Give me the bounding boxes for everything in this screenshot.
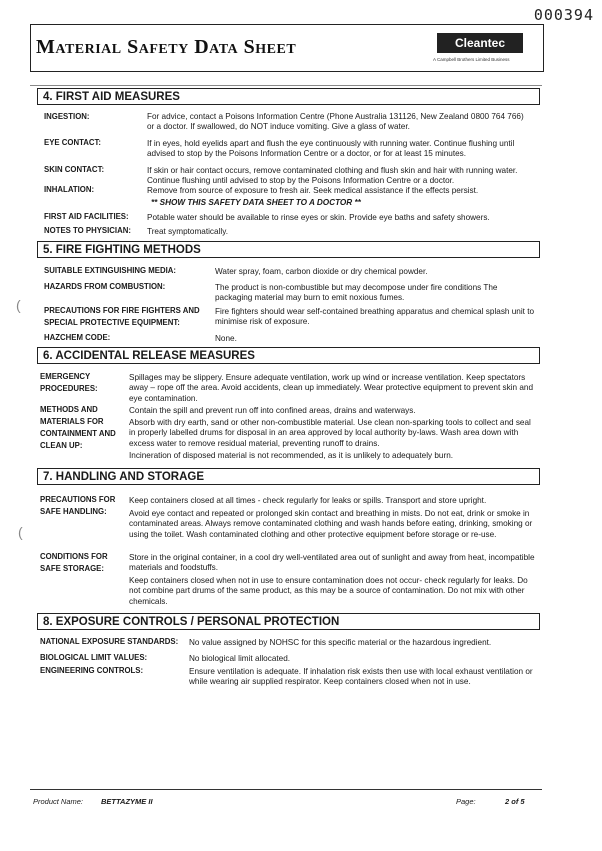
footer-page-value: 2 of 5 [505, 797, 525, 806]
label-first-aid-facilities: FIRST AID FACILITIES: [44, 212, 129, 221]
text-skin-contact: If skin or hair contact occurs, remove contaminated clothing and flush skin and hair with running water. Continue flushing until advised to stop by the Poisons Information Centre or a doctor. [147, 166, 518, 186]
label-hazards-combustion: HAZARDS FROM COMBUSTION: [44, 282, 166, 291]
text-hazchem-code: None. [215, 334, 237, 343]
margin-mark: ( [18, 524, 23, 540]
footer-product-label: Product Name: [33, 797, 84, 806]
footer-page-label: Page: [456, 797, 476, 806]
text-precautions-fire-fighters: Fire fighters should wear self-contained breathing apparatus and chemical splash unit to minimise risk of exposure. [215, 307, 535, 327]
label-engineering-controls: ENGINEERING CONTROLS: [40, 666, 144, 675]
text-inhalation: Remove from source of exposure to fresh air. Seek medical assistance if the effects persist. [147, 186, 479, 195]
text-engineering-controls: Ensure ventilation is adequate. If inhalation risk exists then use with local exhaust ventilation or while wearing air supplied respirator. Keep containers closed when not in use. [189, 667, 533, 687]
label-skin-contact: SKIN CONTACT: [44, 165, 105, 174]
text-safe-storage-2: Keep containers closed when not in use to ensure contamination does not occur- check regularly for leaks. Do not combine part drums of the same product, as this may be a source of contamination. Do not mix with other chemicals. [129, 576, 528, 606]
label-emergency-2: PROCEDURES: [40, 384, 98, 393]
section-heading-exposure-controls: 8. EXPOSURE CONTROLS / PERSONAL PROTECTION [37, 613, 540, 630]
margin-mark: ( [16, 297, 21, 313]
divider [30, 85, 542, 86]
text-extinguishing-media: Water spray, foam, carbon dioxide or dry chemical powder. [215, 267, 428, 276]
text-national-exposure: No value assigned by NOHSC for this specific material or the hazardous ingredient. [189, 638, 492, 647]
label-inhalation: INHALATION: [44, 185, 95, 194]
footer-product-value: BETTAZYME II [101, 797, 153, 806]
text-biological-limits: No biological limit allocated. [189, 654, 291, 663]
label-extinguishing-media: SUITABLE EXTINGUISHING MEDIA: [44, 266, 176, 275]
label-safe-handling: PRECAUTIONS FOR [40, 495, 116, 504]
text-safe-storage-1: Store in the original container, in a cool dry well-ventilated area out of sunlight and away from heat, incompatible materials and foodstuffs. [129, 553, 535, 573]
text-hazards-combustion: The product is non-combustible but may decompose under fire conditions The packaging material may burn to emit noxious fumes. [215, 283, 498, 303]
label-safe-storage: CONDITIONS FOR [40, 552, 108, 561]
text-methods-1: Contain the spill and prevent run off into confined areas, drains and waterways. [129, 406, 416, 415]
label-methods-3: CONTAINMENT AND [40, 429, 116, 438]
label-safe-handling-2: SAFE HANDLING: [40, 507, 107, 516]
text-methods-3: Incineration of disposed material is not recommended, as it is unlikely to adequately burn. [129, 451, 454, 460]
footer-divider [30, 789, 542, 790]
company-logo-subtitle: A Campbell Brothers Limited Business [433, 57, 510, 62]
label-eye-contact: EYE CONTACT: [44, 138, 102, 147]
text-safe-handling-2: Avoid eye contact and repeated or prolonged skin contact and breathing in mists. Do not eat, drink or smoke in contaminated areas. Always remove contaminated clothing and wash hands before eating, drinking, smoking or using the toilet. Wash contaminated clothing and other protective equipment before storage or re-use. [129, 509, 533, 539]
text-emergency: Spillages may be slippery. Ensure adequate ventilation, work up wind or increase ventilation. Keep spectators away – rope off the area. Avoid accidents, clean up immediately. Wear protective equipment to prevent skin and eye contamination. [129, 373, 533, 403]
label-methods: METHODS AND [40, 405, 98, 414]
document-number: 000394 [533, 6, 594, 24]
text-methods-2: Absorb with dry earth, sand or other non-combustible material. Use clean non-sparking tools to collect and seal in properly labelled drums for disposal in an area approved by local authority by-laws. Wash area down with excess water to remove residual material, preventing runoff to drains. [129, 418, 531, 448]
section-heading-accidental-release: 6. ACCIDENTAL RELEASE MEASURES [37, 347, 540, 364]
text-safe-handling-1: Keep containers closed at all times - check regularly for leaks or spills. Transport and store upright. [129, 496, 487, 505]
label-notes-to-physician: NOTES TO PHYSICIAN: [44, 226, 131, 235]
section-heading-handling-storage: 7. HANDLING AND STORAGE [37, 468, 540, 485]
text-notes-to-physician: Treat symptomatically. [147, 227, 228, 236]
section-heading-first-aid: 4. FIRST AID MEASURES [37, 88, 540, 105]
company-logo: Cleantec [437, 33, 523, 53]
page-title: Material Safety Data Sheet [36, 36, 297, 58]
text-first-aid-facilities: Potable water should be available to rinse eyes or skin. Provide eye baths and safety showers. [147, 213, 490, 222]
label-methods-4: CLEAN UP: [40, 441, 83, 450]
text-ingestion: For advice, contact a Poisons Information Centre (Phone Australia 131126, New Zealand 0800 764 766) or a doctor. If swallowed, do NOT induce vomiting. Give a glass of water. [147, 112, 524, 132]
label-precautions-fire-fighters-2: SPECIAL PROTECTIVE EQUIPMENT: [44, 318, 180, 327]
text-show-sheet: ** SHOW THIS SAFETY DATA SHEET TO A DOCTOR ** [151, 198, 361, 207]
section-heading-fire-fighting: 5. FIRE FIGHTING METHODS [37, 241, 540, 258]
label-precautions-fire-fighters: PRECAUTIONS FOR FIRE FIGHTERS AND [44, 306, 200, 315]
label-safe-storage-2: SAFE STORAGE: [40, 564, 104, 573]
label-national-exposure: NATIONAL EXPOSURE STANDARDS: [40, 637, 179, 646]
label-ingestion: INGESTION: [44, 112, 90, 121]
label-hazchem-code: HAZCHEM CODE: [44, 333, 111, 342]
label-methods-2: MATERIALS FOR [40, 417, 104, 426]
label-biological-limits: BIOLOGICAL LIMIT VALUES: [40, 653, 148, 662]
label-emergency: EMERGENCY [40, 372, 91, 381]
text-eye-contact: If in eyes, hold eyelids apart and flush the eye continuously with running water. Continue flushing until advised to stop by the Poisons Information Centre or a doctor, or for at least 15 minutes. [147, 139, 515, 159]
